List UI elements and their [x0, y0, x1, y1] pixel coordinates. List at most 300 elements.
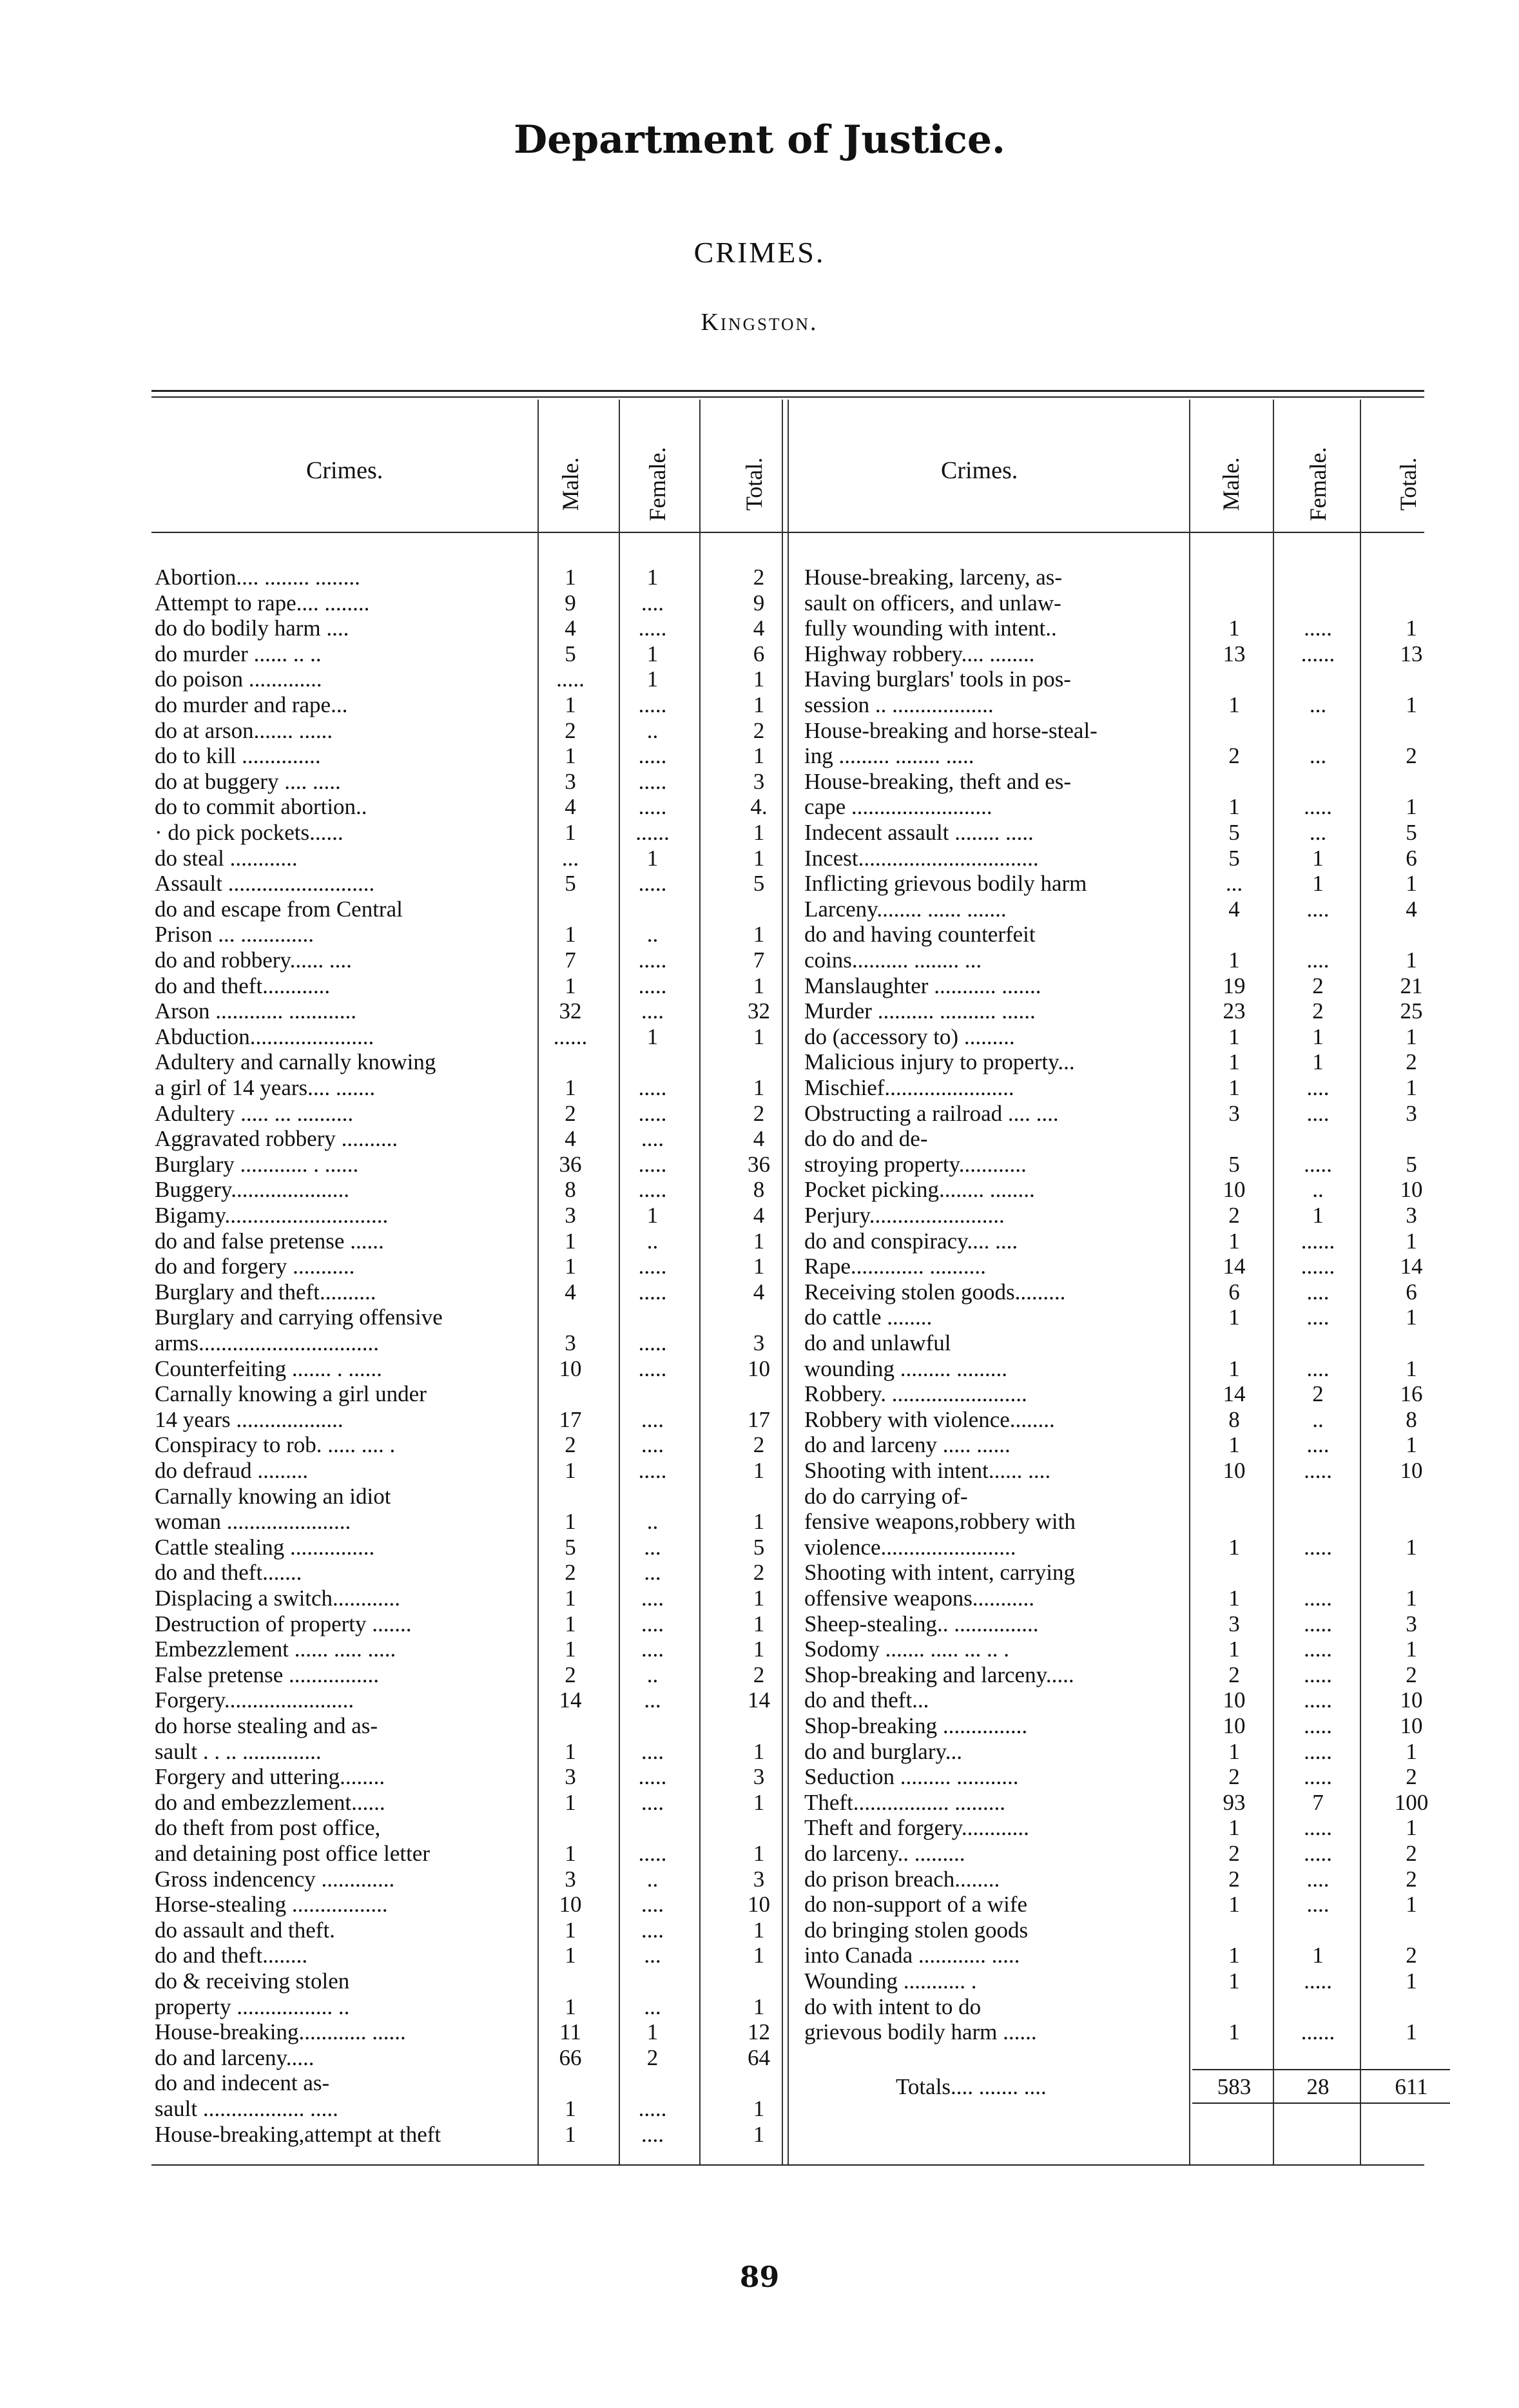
crime-label: Abduction......................: [155, 1024, 374, 1049]
total-count: 1: [753, 1841, 765, 1866]
crime-label: Mischief.......................: [804, 1075, 1014, 1100]
crime-label: Manslaughter ........... .......: [804, 973, 1041, 998]
total-count: 5: [1406, 1152, 1417, 1177]
crime-label: stroying property............: [804, 1152, 1027, 1177]
crime-label: House-breaking............ ......: [155, 2019, 406, 2044]
crime-label: do horse stealing and as-: [155, 1713, 378, 1738]
crime-label: do and indecent as-: [155, 2070, 330, 2095]
total-count: 1: [753, 922, 765, 947]
total-count: 4: [1406, 897, 1417, 922]
male-count: 1: [1228, 616, 1240, 641]
male-count: 13: [1223, 641, 1246, 666]
female-count: ......: [1301, 1228, 1335, 1254]
total-count: 9: [753, 590, 765, 616]
crime-label: do do bodily harm ....: [155, 616, 349, 641]
female-count: .....: [638, 1279, 667, 1305]
crime-label: offensive weapons...........: [804, 1586, 1035, 1611]
crime-label: do do and de-: [804, 1126, 928, 1151]
crime-label: fensive weapons,robbery with: [804, 1509, 1076, 1534]
male-count: 2: [1228, 1203, 1240, 1228]
male-count: 2: [565, 1101, 576, 1126]
female-count: ......: [635, 820, 670, 845]
male-count: 1: [1228, 1892, 1240, 1917]
crime-label: cape .........................: [804, 794, 992, 819]
crime-label: do assault and theft.: [155, 1918, 335, 1943]
total-count: 16: [1400, 1381, 1423, 1406]
total-count: 1: [1406, 1636, 1417, 1662]
female-count: .....: [638, 1356, 667, 1381]
male-count: 1: [565, 1611, 576, 1636]
total-count: 5: [1406, 820, 1417, 845]
female-count: .....: [638, 1152, 667, 1177]
total-count: [1366, 1330, 1456, 1355]
male-count: 1: [565, 1918, 576, 1943]
female-count: 1: [1312, 1049, 1324, 1074]
male-count: 1: [565, 1458, 576, 1483]
female-count: .....: [638, 794, 667, 819]
crime-label: Carnally knowing an idiot: [155, 1484, 391, 1509]
female-count: ....: [1306, 1356, 1330, 1381]
male-count: 9: [565, 590, 576, 616]
male-count: 2: [1228, 1764, 1240, 1789]
male-count: 5: [565, 1535, 576, 1560]
crime-label: do with intent to do: [804, 1994, 982, 2019]
male-count: [1199, 1560, 1270, 1585]
crime-label: do defraud .........: [155, 1458, 309, 1483]
male-count: 1: [565, 1254, 576, 1279]
male-count: [541, 1713, 599, 1738]
female-count: [622, 1968, 683, 1994]
total-count: [702, 1713, 815, 1738]
female-count: [1279, 1918, 1357, 1943]
total-count: 1: [753, 1509, 765, 1534]
header-crimes-right: Crimes.: [941, 457, 1018, 484]
male-count: 2: [565, 1662, 576, 1687]
male-count: 1: [565, 1994, 576, 2019]
crime-label: coins.......... ........ ...: [804, 947, 982, 973]
total-count: 1: [1406, 1968, 1417, 1994]
crime-label: · do pick pockets......: [155, 820, 343, 845]
crime-label: Buggery.....................: [155, 1177, 350, 1202]
female-count: .....: [638, 973, 667, 998]
total-count: 1: [1406, 794, 1417, 819]
male-count: 5: [565, 871, 576, 896]
top-rule-thin: [151, 396, 1424, 398]
female-count: [622, 1305, 683, 1330]
male-count: [541, 2070, 599, 2095]
crime-label: a girl of 14 years.... .......: [155, 1075, 376, 1100]
female-count: [622, 1815, 683, 1840]
crime-label: Prison ... .............: [155, 922, 314, 947]
male-count: 1: [565, 1509, 576, 1534]
female-count: ....: [1306, 1867, 1330, 1892]
female-count: .....: [1304, 1841, 1332, 1866]
total-count: [702, 897, 815, 922]
total-count: 1: [1406, 871, 1417, 896]
female-count: ....: [1306, 947, 1330, 973]
section-title: CRIMES.: [693, 236, 826, 269]
crime-label: Assault ..........................: [155, 871, 375, 896]
total-count: 4.: [750, 794, 768, 819]
male-count: [541, 1381, 599, 1406]
female-count: ....: [1306, 1279, 1330, 1305]
crime-label: do prison breach........: [804, 1867, 1000, 1892]
header-total-right: Total.: [1395, 457, 1421, 511]
total-count: 1: [1406, 947, 1417, 973]
female-count: [622, 1713, 683, 1738]
male-count: 2: [1228, 1662, 1240, 1687]
male-count: [541, 897, 599, 922]
male-count: [1199, 1918, 1270, 1943]
total-count: [702, 1815, 815, 1840]
total-count: 4: [753, 616, 765, 641]
col-divider: [1360, 400, 1361, 2164]
male-count: [1199, 1330, 1270, 1355]
total-count: 10: [1400, 1458, 1423, 1483]
female-count: [1279, 718, 1357, 743]
male-count: 2: [565, 718, 576, 743]
total-count: 1: [753, 1636, 765, 1662]
female-count: 1: [646, 641, 659, 666]
female-count: ......: [1301, 641, 1335, 666]
female-count: 2: [646, 2045, 659, 2070]
crime-label: session .. ..................: [804, 692, 994, 717]
col-divider: [699, 400, 701, 2164]
crime-label: Wounding ........... .: [804, 1968, 977, 1994]
female-count: ...: [644, 1535, 661, 1560]
crime-label: do and larceny ..... ......: [804, 1432, 1011, 1457]
header-female-left: Female.: [644, 447, 670, 521]
male-count: [1199, 1484, 1270, 1509]
crime-label: do and having counterfeit: [804, 922, 1036, 947]
total-count: 1: [753, 2096, 765, 2121]
crime-label: do non-support of a wife: [804, 1892, 1028, 1917]
female-count: ...: [1309, 692, 1327, 717]
male-count: 4: [565, 1126, 576, 1151]
female-count: ...: [644, 1994, 661, 2019]
female-count: 2: [1312, 998, 1324, 1024]
female-count: [622, 897, 683, 922]
female-count: ..: [646, 922, 659, 947]
crime-label: Abortion.... ........ ........: [155, 565, 360, 590]
male-count: 5: [1228, 820, 1240, 845]
male-count: 14: [1223, 1381, 1246, 1406]
male-count: 1: [1228, 1586, 1240, 1611]
crime-label: Robbery with violence........: [804, 1407, 1055, 1432]
crime-label: wounding ......... .........: [804, 1356, 1007, 1381]
total-count: 2: [753, 718, 765, 743]
crime-label: sault . . .. ..............: [155, 1739, 322, 1764]
total-count: 4: [753, 1126, 765, 1151]
total-count: [702, 1305, 815, 1330]
female-count: .....: [638, 1458, 667, 1483]
female-count: .....: [638, 743, 667, 768]
total-count: 1: [753, 1790, 765, 1815]
total-count: 3: [1406, 1101, 1417, 1126]
total-count: 2: [1406, 743, 1417, 768]
female-count: ...: [644, 1943, 661, 1968]
male-count: [1199, 769, 1270, 794]
total-count: 1: [753, 743, 765, 768]
male-count: 5: [1228, 1152, 1240, 1177]
female-count: 1: [646, 1203, 659, 1228]
crime-label: Theft................. .........: [804, 1790, 1006, 1815]
total-count: 10: [1400, 1687, 1423, 1713]
total-count: [702, 2070, 815, 2095]
crime-label: do and conspiracy.... ....: [804, 1228, 1018, 1254]
male-count: 17: [559, 1407, 582, 1432]
crime-label: do to kill ..............: [155, 743, 321, 768]
total-count: 2: [753, 1101, 765, 1126]
totals-rule-bottom: [1192, 2102, 1450, 2104]
header-crimes-left: Crimes.: [306, 457, 383, 484]
header-male-right: Male.: [1218, 457, 1244, 511]
total-count: 1: [753, 666, 765, 692]
female-count: ....: [1306, 1305, 1330, 1330]
male-count: 1: [1228, 1305, 1240, 1330]
crime-label: do at buggery .... .....: [155, 769, 341, 794]
male-count: 1: [565, 743, 576, 768]
male-count: [541, 1305, 599, 1330]
male-count: 8: [1228, 1407, 1240, 1432]
crime-label: House-breaking, larceny, as-: [804, 565, 1063, 590]
crime-label: Forgery.......................: [155, 1687, 354, 1713]
male-count: 3: [1228, 1611, 1240, 1636]
total-count: 8: [753, 1177, 765, 1202]
crime-label: Displacing a switch............: [155, 1586, 401, 1611]
crime-label: Cattle stealing ...............: [155, 1535, 375, 1560]
female-count: ..: [646, 718, 659, 743]
crime-label: Horse-stealing .................: [155, 1892, 388, 1917]
crime-label: Robbery. ........................: [804, 1381, 1027, 1406]
total-count: 1: [753, 1943, 765, 1968]
department-title: Department of Justice.: [514, 117, 1005, 162]
male-count: 1: [565, 1943, 576, 1968]
total-count: 1: [753, 1611, 765, 1636]
total-count: 1: [753, 1994, 765, 2019]
male-count: [541, 1968, 599, 1994]
female-count: .....: [1304, 1739, 1332, 1764]
crime-label: Shooting with intent...... ....: [804, 1458, 1051, 1483]
male-count: 1: [565, 1841, 576, 1866]
male-count: 93: [1223, 1790, 1246, 1815]
top-rule: [151, 390, 1424, 392]
total-count: 10: [748, 1892, 770, 1917]
female-count: .....: [1304, 794, 1332, 819]
female-count: .....: [1304, 1713, 1332, 1738]
crime-label: arms................................: [155, 1330, 380, 1355]
total-count: 3: [1406, 1203, 1417, 1228]
total-count: 1: [753, 692, 765, 717]
male-count: 10: [1223, 1177, 1246, 1202]
total-count: 8: [1406, 1407, 1417, 1432]
total-count: 1: [1406, 1432, 1417, 1457]
total-count: 2: [1406, 1662, 1417, 1687]
crime-label: do and unlawful: [804, 1330, 951, 1355]
male-count: [1199, 718, 1270, 743]
total-count: 3: [753, 1764, 765, 1789]
male-count: 3: [1228, 1101, 1240, 1126]
total-count: [1366, 1918, 1456, 1943]
crime-label: Receiving stolen goods.........: [804, 1279, 1066, 1305]
crime-label: and detaining post office letter: [155, 1841, 430, 1866]
male-count: 1: [565, 820, 576, 845]
total-count: [1366, 1560, 1456, 1585]
male-count: 4: [1228, 897, 1240, 922]
female-count: .....: [1304, 1611, 1332, 1636]
crime-label: do and false pretense ......: [155, 1228, 384, 1254]
female-count: ....: [1306, 1892, 1330, 1917]
male-count: 3: [565, 1764, 576, 1789]
male-count: 2: [1228, 743, 1240, 768]
male-count: [1199, 565, 1270, 590]
male-count: 3: [565, 769, 576, 794]
total-count: 1: [753, 1918, 765, 1943]
total-count: 1: [1406, 616, 1417, 641]
male-count: 2: [1228, 1867, 1240, 1892]
total-count: 4: [753, 1203, 765, 1228]
male-count: 2: [565, 1432, 576, 1457]
female-count: ...: [1309, 743, 1327, 768]
female-count: ..: [1312, 1177, 1324, 1202]
total-count: 1: [753, 846, 765, 871]
header-male-left: Male.: [557, 457, 583, 511]
male-count: [541, 1484, 599, 1509]
female-count: ....: [641, 2122, 664, 2147]
crime-label: do steal ............: [155, 846, 298, 871]
total-count: [702, 1381, 815, 1406]
female-count: [1279, 1126, 1357, 1151]
male-count: 10: [559, 1892, 582, 1917]
female-count: ....: [641, 1611, 664, 1636]
male-count: 1: [1228, 1535, 1240, 1560]
total-count: 1: [1406, 1586, 1417, 1611]
female-count: 7: [1312, 1790, 1324, 1815]
female-count: [622, 1049, 683, 1074]
male-count: 1: [1228, 1075, 1240, 1100]
male-count: 23: [1223, 998, 1246, 1024]
crime-label: do and theft............: [155, 973, 331, 998]
total-count: 10: [1400, 1713, 1423, 1738]
male-count: 1: [565, 2122, 576, 2147]
total-count: 1: [1406, 1356, 1417, 1381]
female-count: [1279, 769, 1357, 794]
crime-label: do and embezzlement......: [155, 1790, 385, 1815]
male-count: 2: [565, 1560, 576, 1585]
female-count: 2: [1312, 1381, 1324, 1406]
female-count: [1279, 922, 1357, 947]
male-count: 3: [565, 1330, 576, 1355]
female-count: .....: [638, 692, 667, 717]
crime-label: do and burglary...: [804, 1739, 962, 1764]
female-count: ...: [644, 1687, 661, 1713]
female-count: 1: [1312, 871, 1324, 896]
total-count: 3: [753, 1867, 765, 1892]
total-count: 6: [1406, 846, 1417, 871]
crime-label: into Canada ............ .....: [804, 1943, 1020, 1968]
crime-label: do murder and rape...: [155, 692, 348, 717]
female-count: 1: [646, 565, 659, 590]
female-count: [1279, 565, 1357, 590]
male-count: 1: [1228, 1432, 1240, 1457]
total-count: 36: [748, 1152, 770, 1177]
female-count: ......: [1301, 2019, 1335, 2044]
col-divider: [1273, 400, 1274, 2164]
female-count: ....: [641, 1126, 664, 1151]
male-count: 3: [565, 1867, 576, 1892]
male-count: 1: [565, 1636, 576, 1662]
total-count: 1: [753, 2122, 765, 2147]
crime-label: Sheep-stealing.. ...............: [804, 1611, 1039, 1636]
male-count: 1: [1228, 1739, 1240, 1764]
male-count: [1199, 1126, 1270, 1151]
female-count: .....: [638, 1177, 667, 1202]
totals-rule: [1192, 2069, 1450, 2070]
female-count: 2: [1312, 973, 1324, 998]
female-count: 1: [1312, 846, 1324, 871]
female-count: .....: [638, 2096, 667, 2121]
male-count: 36: [559, 1152, 582, 1177]
total-count: [1366, 1484, 1456, 1509]
female-count: [1279, 590, 1357, 616]
male-count: 1: [1228, 1228, 1240, 1254]
female-count: [1279, 1994, 1357, 2019]
male-count: [1199, 922, 1270, 947]
crime-label: do and robbery...... ....: [155, 947, 352, 973]
page-number: 89: [739, 2261, 780, 2294]
male-count: [541, 1049, 599, 1074]
total-count: [702, 1049, 815, 1074]
female-count: .....: [1304, 1152, 1332, 1177]
total-count: 2: [1406, 1943, 1417, 1968]
male-count: 1: [1228, 1356, 1240, 1381]
total-count: 2: [1406, 1049, 1417, 1074]
female-count: .....: [1304, 1662, 1332, 1687]
female-count: ....: [1306, 1075, 1330, 1100]
male-count: 10: [1223, 1687, 1246, 1713]
female-count: 1: [1312, 1943, 1324, 1968]
male-count: 5: [1228, 846, 1240, 871]
total-count: 14: [1400, 1254, 1423, 1279]
male-count: 1: [1228, 947, 1240, 973]
crime-label: Counterfeiting ....... . ......: [155, 1356, 382, 1381]
crime-label: do larceny.. .........: [804, 1841, 965, 1866]
male-count: 1: [565, 565, 576, 590]
female-count: .....: [638, 947, 667, 973]
total-count: 2: [753, 1432, 765, 1457]
male-count: ...: [561, 846, 579, 871]
crime-label: Theft and forgery............: [804, 1815, 1029, 1840]
male-count: 1: [1228, 794, 1240, 819]
total-count: 1: [1406, 1535, 1417, 1560]
crime-label: Inflicting grievous bodily harm: [804, 871, 1087, 896]
female-count: ..: [646, 1228, 659, 1254]
total-count: [1366, 1994, 1456, 2019]
male-count: [1199, 666, 1270, 692]
female-count: ....: [641, 1790, 664, 1815]
male-count: 1: [1228, 2019, 1240, 2044]
total-count: 17: [748, 1407, 770, 1432]
header-female-right: Female.: [1305, 447, 1331, 521]
female-count: 1: [1312, 1203, 1324, 1228]
total-count: 32: [748, 998, 770, 1024]
total-count: [1366, 666, 1456, 692]
male-count: .....: [556, 666, 585, 692]
total-count: 14: [748, 1687, 770, 1713]
crime-label: Rape............. ..........: [804, 1254, 986, 1279]
crime-label: Attempt to rape.... ........: [155, 590, 370, 616]
crime-label: do theft from post office,: [155, 1815, 381, 1840]
